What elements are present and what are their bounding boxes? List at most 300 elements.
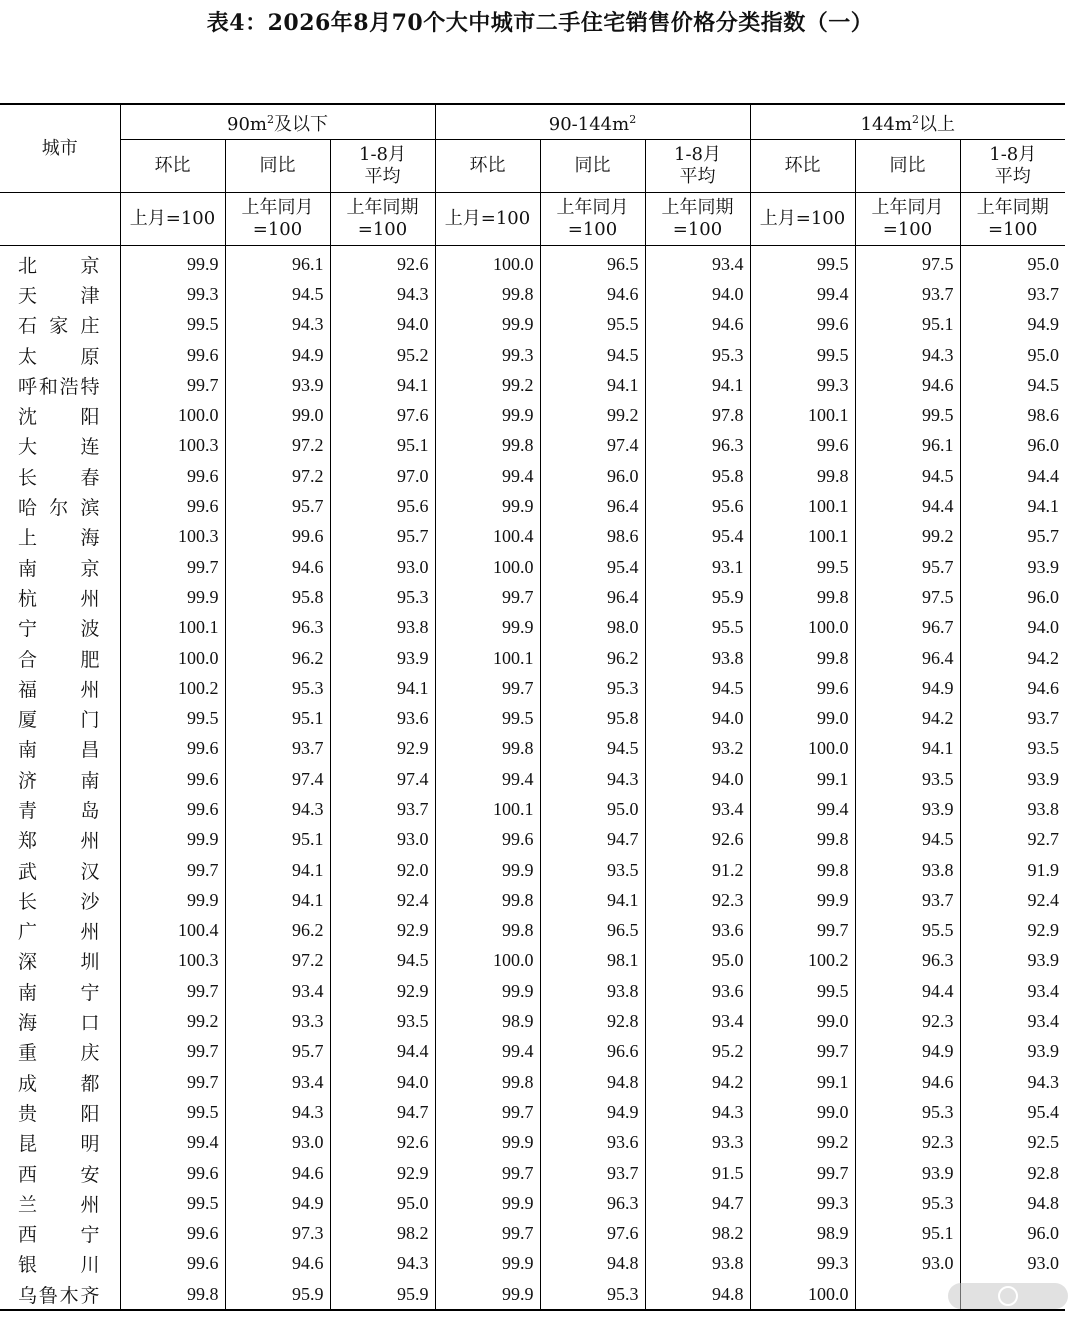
index-value: 93.9	[855, 1158, 960, 1188]
index-value: 99.7	[435, 1097, 540, 1127]
table-row	[0, 246, 1065, 280]
table-row	[0, 1158, 1065, 1188]
index-value: 99.9	[435, 310, 540, 340]
index-value: 99.7	[435, 673, 540, 703]
index-value: 100.2	[120, 673, 225, 703]
index-value: 94.0	[960, 613, 1065, 643]
index-value: 99.5	[750, 340, 855, 370]
index-value: 92.5	[960, 1128, 1065, 1158]
index-value: 95.5	[645, 613, 750, 643]
index-value: 95.0	[540, 794, 645, 824]
index-value: 99.6	[120, 1219, 225, 1249]
index-value: 99.8	[750, 643, 855, 673]
index-value: 99.7	[750, 916, 855, 946]
index-value: 99.0	[750, 1006, 855, 1036]
header-base: 上年同期 =100	[645, 193, 750, 246]
index-value: 97.4	[540, 431, 645, 461]
index-value: 93.0	[330, 825, 435, 855]
table-row	[0, 552, 1065, 582]
table-row	[0, 370, 1065, 400]
index-value: 94.3	[645, 1097, 750, 1127]
index-value: 95.3	[540, 1279, 645, 1310]
index-value: 95.6	[645, 491, 750, 521]
index-value: 95.3	[225, 673, 330, 703]
header-group-medium: $90-144m^2$	[435, 104, 750, 140]
index-value: 99.6	[120, 461, 225, 491]
watermark-badge	[948, 1283, 1068, 1309]
index-value: 99.9	[435, 491, 540, 521]
index-value: 100.0	[435, 246, 540, 280]
index-value: 94.7	[330, 1097, 435, 1127]
index-value: 96.4	[540, 491, 645, 521]
index-value: 93.5	[855, 764, 960, 794]
index-value: 99.2	[750, 1128, 855, 1158]
index-value: 93.6	[645, 916, 750, 946]
price-index-table	[0, 103, 1065, 1311]
index-value: 93.8	[645, 643, 750, 673]
index-value: 100.3	[120, 946, 225, 976]
index-value: 99.7	[120, 370, 225, 400]
index-value: 92.9	[960, 916, 1065, 946]
index-value: 100.1	[435, 794, 540, 824]
city-name: 合肥	[18, 648, 100, 671]
index-value: 99.4	[435, 1037, 540, 1067]
index-value: 96.5	[540, 246, 645, 280]
table-row	[0, 279, 1065, 309]
header-sub: 1-8月 平均	[330, 140, 435, 193]
index-value: 95.1	[330, 431, 435, 461]
index-value: 92.3	[855, 1006, 960, 1036]
index-value: 96.5	[540, 916, 645, 946]
index-value: 93.4	[225, 1067, 330, 1097]
table-row	[0, 1006, 1065, 1036]
index-value: 94.4	[855, 976, 960, 1006]
header-base: 上月=100	[435, 193, 540, 246]
index-value: 92.0	[330, 855, 435, 885]
index-value: 99.6	[120, 794, 225, 824]
index-value: 93.0	[330, 552, 435, 582]
index-value: 94.9	[855, 1037, 960, 1067]
header-sub: 同比	[225, 140, 330, 193]
index-value: 99.9	[435, 400, 540, 430]
city-name: 太原	[18, 345, 100, 368]
city-name: 石家庄	[18, 315, 100, 338]
index-value: 100.4	[120, 916, 225, 946]
index-value: 98.0	[540, 613, 645, 643]
index-value: 95.2	[330, 340, 435, 370]
index-value: 94.5	[960, 370, 1065, 400]
table-row	[0, 825, 1065, 855]
header-group-large: $144m^2$以上	[750, 104, 1065, 140]
city-name: 青岛	[18, 799, 100, 822]
index-value: 100.1	[120, 613, 225, 643]
city-name: 郑州	[18, 830, 100, 853]
index-value: 94.3	[855, 340, 960, 370]
city-name: 昆明	[18, 1133, 100, 1156]
index-value: 96.4	[540, 582, 645, 612]
index-value: 99.7	[120, 976, 225, 1006]
index-value: 99.7	[120, 855, 225, 885]
header-city-blank	[0, 193, 120, 246]
index-value: 99.0	[750, 1097, 855, 1127]
index-value: 99.0	[750, 703, 855, 733]
index-value: 99.1	[750, 1067, 855, 1097]
index-value: 99.9	[435, 1128, 540, 1158]
index-value: 94.6	[225, 1249, 330, 1279]
index-value: 99.5	[120, 310, 225, 340]
index-value: 95.0	[330, 1188, 435, 1218]
index-value: 94.4	[330, 1037, 435, 1067]
index-value: 99.6	[120, 340, 225, 370]
index-value: 95.9	[330, 1279, 435, 1310]
header-sub: 1-8月 平均	[645, 140, 750, 193]
header-base: 上年同期 =100	[330, 193, 435, 246]
index-value: 100.2	[750, 946, 855, 976]
index-value: 92.6	[645, 825, 750, 855]
index-value: 99.2	[120, 1006, 225, 1036]
table-row	[0, 855, 1065, 885]
header-city: 城市	[0, 104, 120, 193]
header-base: 上年同月 =100	[540, 193, 645, 246]
index-value: 98.6	[540, 522, 645, 552]
table-row	[0, 946, 1065, 976]
index-value: 93.6	[540, 1128, 645, 1158]
index-value: 94.5	[855, 461, 960, 491]
index-value: 93.7	[855, 885, 960, 915]
table-row	[0, 1097, 1065, 1127]
index-value: 96.0	[960, 582, 1065, 612]
index-value: 93.6	[645, 976, 750, 1006]
index-value: 93.6	[330, 703, 435, 733]
index-value: 94.8	[960, 1188, 1065, 1218]
index-value: 99.2	[435, 370, 540, 400]
index-value: 93.9	[960, 946, 1065, 976]
index-value: 93.0	[960, 1249, 1065, 1279]
index-value: 99.3	[435, 340, 540, 370]
index-value: 98.2	[330, 1219, 435, 1249]
index-value: 95.3	[855, 1188, 960, 1218]
index-value: 99.9	[120, 825, 225, 855]
index-value: 94.6	[645, 310, 750, 340]
index-value: 94.3	[225, 1097, 330, 1127]
index-value: 99.2	[540, 400, 645, 430]
index-value: 93.9	[225, 370, 330, 400]
index-value: 99.7	[120, 1067, 225, 1097]
index-value: 94.6	[225, 552, 330, 582]
index-value	[855, 1279, 960, 1310]
index-value: 97.6	[330, 400, 435, 430]
table-row	[0, 976, 1065, 1006]
table-row	[0, 885, 1065, 915]
index-value: 99.5	[750, 552, 855, 582]
index-value: 94.8	[540, 1249, 645, 1279]
table-row	[0, 1067, 1065, 1097]
index-value: 96.0	[960, 431, 1065, 461]
index-value: 99.9	[435, 1249, 540, 1279]
index-value: 99.2	[855, 522, 960, 552]
index-value: 96.2	[225, 643, 330, 673]
index-value: 99.5	[855, 400, 960, 430]
header-base: 上年同期 =100	[960, 193, 1065, 246]
city-name: 乌鲁木齐	[18, 1284, 100, 1307]
index-value: 93.3	[645, 1128, 750, 1158]
index-value: 96.1	[225, 246, 330, 280]
index-value: 94.1	[225, 855, 330, 885]
index-value: 92.8	[960, 1158, 1065, 1188]
city-name: 呼和浩特	[18, 375, 100, 398]
index-value: 99.1	[750, 764, 855, 794]
city-name: 海口	[18, 1012, 100, 1035]
index-value: 99.5	[120, 703, 225, 733]
index-value: 99.9	[435, 1188, 540, 1218]
index-value: 99.3	[750, 370, 855, 400]
index-value: 94.5	[225, 279, 330, 309]
index-value: 94.5	[330, 946, 435, 976]
index-value: 93.5	[540, 855, 645, 885]
index-value: 94.8	[645, 1279, 750, 1310]
header-sub: 环比	[435, 140, 540, 193]
index-value: 97.2	[225, 946, 330, 976]
index-value: 99.3	[120, 279, 225, 309]
index-value: 99.8	[435, 1067, 540, 1097]
index-value: 99.4	[435, 764, 540, 794]
index-value: 99.7	[435, 1219, 540, 1249]
city-name: 福州	[18, 678, 100, 701]
header-base: 上年同月 =100	[855, 193, 960, 246]
table-row	[0, 461, 1065, 491]
index-value: 95.0	[960, 246, 1065, 280]
index-value: 94.5	[540, 340, 645, 370]
index-value: 94.0	[645, 279, 750, 309]
index-value: 93.9	[855, 794, 960, 824]
index-value: 99.8	[750, 855, 855, 885]
index-value: 94.9	[540, 1097, 645, 1127]
index-value: 95.1	[225, 703, 330, 733]
index-value: 94.1	[540, 370, 645, 400]
city-name: 南京	[18, 557, 100, 580]
index-value: 94.6	[855, 370, 960, 400]
table-row	[0, 673, 1065, 703]
index-value: 99.9	[120, 246, 225, 280]
index-value: 99.7	[435, 1158, 540, 1188]
index-value: 99.4	[120, 1128, 225, 1158]
city-name: 大连	[18, 436, 100, 459]
index-value: 94.3	[225, 794, 330, 824]
index-value: 92.4	[960, 885, 1065, 915]
index-value: 93.7	[330, 794, 435, 824]
index-value: 97.2	[225, 431, 330, 461]
index-value: 93.7	[540, 1158, 645, 1188]
index-value: 94.1	[855, 734, 960, 764]
city-name: 长沙	[18, 890, 100, 913]
table-row	[0, 1188, 1065, 1218]
index-value: 95.1	[855, 1219, 960, 1249]
header-sub: 环比	[750, 140, 855, 193]
index-value: 94.2	[960, 643, 1065, 673]
table-row	[0, 431, 1065, 461]
index-value: 95.7	[960, 522, 1065, 552]
index-value: 100.1	[750, 491, 855, 521]
index-value: 93.9	[330, 643, 435, 673]
index-value: 93.8	[960, 794, 1065, 824]
index-value: 99.4	[750, 279, 855, 309]
index-value: 99.8	[750, 825, 855, 855]
index-value: 99.9	[750, 885, 855, 915]
index-value: 95.2	[645, 1037, 750, 1067]
index-value: 99.3	[750, 1249, 855, 1279]
index-value: 98.9	[435, 1006, 540, 1036]
city-name: 宁波	[18, 618, 100, 641]
index-value: 99.4	[750, 794, 855, 824]
index-value: 93.8	[645, 1249, 750, 1279]
index-value: 99.8	[750, 461, 855, 491]
header-base: 上月=100	[120, 193, 225, 246]
index-value: 93.5	[960, 734, 1065, 764]
city-name: 南宁	[18, 981, 100, 1004]
city-name: 西安	[18, 1163, 100, 1186]
index-value: 91.2	[645, 855, 750, 885]
index-value: 91.9	[960, 855, 1065, 885]
city-name: 沈阳	[18, 406, 100, 429]
table-row	[0, 491, 1065, 521]
index-value: 99.8	[435, 431, 540, 461]
index-value: 95.7	[330, 522, 435, 552]
index-value: 93.0	[225, 1128, 330, 1158]
table-row	[0, 340, 1065, 370]
city-name: 杭州	[18, 587, 100, 610]
index-value: 99.7	[750, 1037, 855, 1067]
index-value: 95.0	[645, 946, 750, 976]
index-value: 95.8	[225, 582, 330, 612]
index-value: 94.5	[855, 825, 960, 855]
index-value: 95.5	[855, 916, 960, 946]
index-value: 94.1	[645, 370, 750, 400]
index-value: 99.6	[225, 522, 330, 552]
index-value: 95.4	[645, 522, 750, 552]
index-value: 95.7	[225, 491, 330, 521]
header-sub: 同比	[540, 140, 645, 193]
index-value: 93.9	[960, 764, 1065, 794]
index-value: 96.3	[540, 1188, 645, 1218]
index-value: 95.4	[960, 1097, 1065, 1127]
index-value: 93.3	[225, 1006, 330, 1036]
city-name: 重庆	[18, 1042, 100, 1065]
index-value: 95.8	[540, 703, 645, 733]
index-value: 93.7	[855, 279, 960, 309]
index-value: 99.6	[750, 310, 855, 340]
index-value: 95.9	[645, 582, 750, 612]
index-value: 92.4	[330, 885, 435, 915]
index-value: 99.9	[435, 613, 540, 643]
index-value: 99.6	[435, 825, 540, 855]
index-value: 99.6	[750, 431, 855, 461]
index-value: 93.9	[960, 552, 1065, 582]
index-value: 94.4	[960, 461, 1065, 491]
index-value: 97.6	[540, 1219, 645, 1249]
index-value: 96.2	[540, 643, 645, 673]
city-name: 天津	[18, 284, 100, 307]
city-name: 北京	[18, 254, 100, 277]
city-name: 兰州	[18, 1193, 100, 1216]
weibo-icon	[998, 1286, 1018, 1306]
table-row	[0, 794, 1065, 824]
header-sub: 同比	[855, 140, 960, 193]
index-value: 95.4	[540, 552, 645, 582]
index-value: 95.1	[225, 825, 330, 855]
index-value: 95.5	[540, 310, 645, 340]
table-row	[0, 1279, 1065, 1310]
index-value: 93.4	[645, 246, 750, 280]
index-value: 99.3	[750, 1188, 855, 1218]
index-value: 95.1	[855, 310, 960, 340]
index-value: 94.2	[855, 703, 960, 733]
index-value: 97.0	[330, 461, 435, 491]
index-value: 92.9	[330, 976, 435, 1006]
index-value: 93.4	[645, 1006, 750, 1036]
index-value: 96.3	[225, 613, 330, 643]
index-value: 93.1	[645, 552, 750, 582]
table-row	[0, 522, 1065, 552]
index-value: 94.2	[645, 1067, 750, 1097]
index-value: 100.3	[120, 522, 225, 552]
index-value: 94.5	[540, 734, 645, 764]
index-value: 92.8	[540, 1006, 645, 1036]
page-title: 表4：2026年8月70个大中城市二手住宅销售价格分类指数（一）	[206, 10, 874, 36]
table-row	[0, 643, 1065, 673]
index-value: 95.0	[960, 340, 1065, 370]
index-value: 93.4	[225, 976, 330, 1006]
index-value: 93.8	[540, 976, 645, 1006]
city-name: 深圳	[18, 951, 100, 974]
index-value: 97.2	[225, 461, 330, 491]
index-value: 99.7	[120, 552, 225, 582]
index-value: 99.9	[435, 855, 540, 885]
city-name: 广州	[18, 921, 100, 944]
index-value: 99.5	[750, 976, 855, 1006]
table-row	[0, 582, 1065, 612]
index-value: 94.6	[540, 279, 645, 309]
index-value: 100.3	[120, 431, 225, 461]
index-value: 94.4	[855, 491, 960, 521]
index-value: 94.0	[330, 1067, 435, 1097]
index-value: 92.9	[330, 1158, 435, 1188]
index-value: 93.8	[330, 613, 435, 643]
index-value: 100.1	[750, 522, 855, 552]
index-value: 98.2	[645, 1219, 750, 1249]
index-value: 94.9	[225, 1188, 330, 1218]
index-value: 98.6	[960, 400, 1065, 430]
index-value: 99.7	[120, 1037, 225, 1067]
header-base: 上年同月 =100	[225, 193, 330, 246]
index-value: 100.0	[435, 946, 540, 976]
index-value: 100.0	[435, 552, 540, 582]
index-value: 99.8	[435, 916, 540, 946]
index-value: 92.6	[330, 246, 435, 280]
index-value: 99.5	[120, 1097, 225, 1127]
index-value: 99.9	[120, 885, 225, 915]
index-value: 99.9	[435, 1279, 540, 1310]
index-value: 94.0	[645, 703, 750, 733]
header-group-small: $90m^2$及以下	[120, 104, 435, 140]
index-value: 96.1	[855, 431, 960, 461]
index-value: 94.6	[960, 673, 1065, 703]
index-value: 99.0	[225, 400, 330, 430]
index-value: 95.9	[225, 1279, 330, 1310]
index-value: 96.0	[960, 1219, 1065, 1249]
city-name: 贵阳	[18, 1102, 100, 1125]
index-value: 93.7	[960, 703, 1065, 733]
table-row	[0, 916, 1065, 946]
